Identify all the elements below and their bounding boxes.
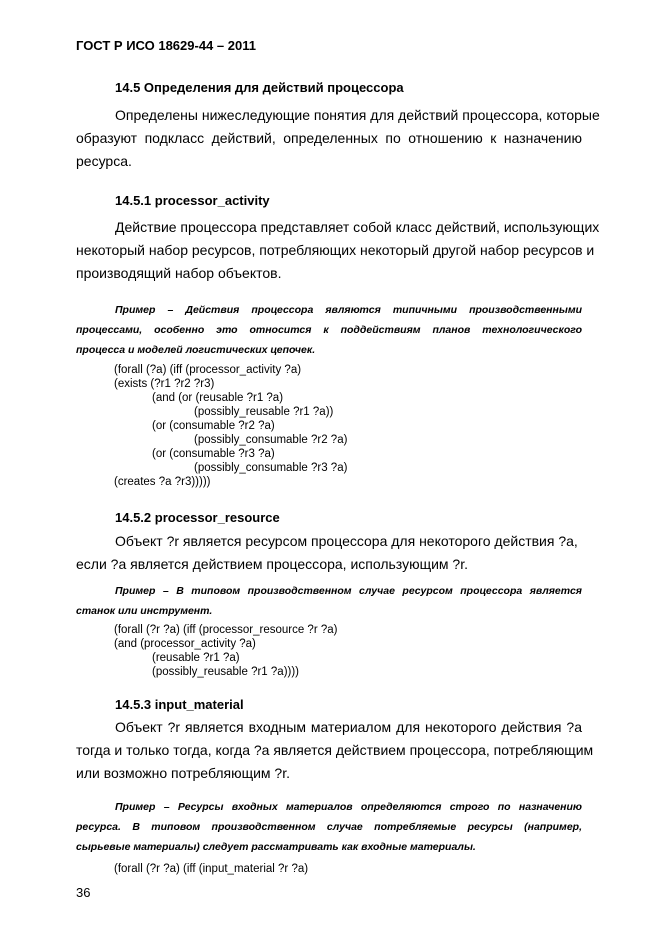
- code-line: (possibly_consumable ?r2 ?a): [194, 434, 348, 446]
- example-line: процессами, особенно это относится к поддействиям планов технологического: [76, 324, 582, 336]
- paragraph-line: Объект ?r является входным материалом для некоторого действия ?a: [115, 719, 582, 735]
- code-line: (or (consumable ?r3 ?a): [152, 448, 275, 460]
- section-14-5-3-paragraph: [76, 716, 594, 785]
- section-14-5-heading: 14.5 Определения для действий процессора: [115, 80, 404, 95]
- paragraph-line: Действие процессора представляет собой класс действий, использующих: [115, 219, 600, 235]
- example-line: Пример – Действия процессора являются типичными производственными: [115, 304, 582, 316]
- section-14-5-3-code: [114, 862, 308, 876]
- paragraph-line: Определены нижеследующие понятия для действий процессора, которые: [115, 107, 600, 123]
- document-header: ГОСТ Р ИСО 18629-44 – 2011: [76, 38, 256, 53]
- example-line: Пример – В типовом производственном случае ресурсом процессора является: [115, 585, 582, 597]
- code-line: (or (consumable ?r2 ?a): [152, 420, 275, 432]
- section-14-5-1-paragraph: [76, 216, 600, 285]
- code-line: (possibly_reusable ?r1 ?a)): [194, 406, 334, 418]
- section-14-5-2-code: [114, 623, 337, 679]
- paragraph-line: если ?a является действием процессора, использующим ?r.: [76, 556, 468, 572]
- paragraph-line: Объект ?r является ресурсом процессора для некоторого действия ?a,: [115, 533, 578, 549]
- example-line: станок или инструмент.: [76, 605, 213, 617]
- section-14-5-3-heading: 14.5.3 input_material: [115, 697, 244, 712]
- paragraph-line: ресурса.: [76, 153, 132, 169]
- section-14-5-1-example: [76, 300, 582, 360]
- example-line: процесса и моделей логистических цепочек.: [76, 344, 316, 356]
- code-line: (possibly_reusable ?r1 ?a)))): [152, 666, 300, 678]
- section-14-5-2-example: [76, 581, 582, 621]
- code-line: (forall (?r ?a) (iff (input_material ?r ?a): [114, 863, 309, 875]
- code-line: (forall (?a) (iff (processor_activity ?a): [114, 364, 302, 376]
- section-14-5-2-paragraph: [76, 530, 582, 576]
- section-14-5-2-heading: 14.5.2 processor_resource: [115, 510, 280, 525]
- section-14-5-3-example: [76, 797, 582, 857]
- section-14-5-1-code: [114, 363, 347, 489]
- code-line: (forall (?r ?a) (iff (processor_resource ?r ?a): [114, 624, 338, 636]
- code-line: (creates ?a ?r3))))): [114, 476, 211, 488]
- page-number: 36: [76, 885, 91, 900]
- section-14-5-1-heading: 14.5.1 processor_activity: [115, 193, 270, 208]
- code-line: (possibly_consumable ?r3 ?a): [194, 462, 348, 474]
- paragraph-line: некоторый набор ресурсов, потребляющих некоторый другой набор ресурсов и: [76, 242, 595, 258]
- code-line: (exists (?r1 ?r2 ?r3): [114, 378, 215, 390]
- paragraph-line: тогда и только тогда, когда ?a является действием процессора, потребляющим: [76, 742, 594, 758]
- example-line: ресурса. В типовом производственном случае потребляемые ресурсы (например,: [76, 821, 582, 833]
- paragraph-line: или возможно потребляющим ?r.: [76, 765, 290, 781]
- paragraph-line: образуют подкласс действий, определенных по отношению к назначению: [76, 130, 582, 146]
- code-line: (and (processor_activity ?a): [114, 638, 256, 650]
- example-line: Пример – Ресурсы входных материалов определяются строго по назначению: [115, 801, 582, 813]
- section-14-5-paragraph: [76, 104, 600, 173]
- paragraph-line: производящий набор объектов.: [76, 265, 282, 281]
- code-line: (reusable ?r1 ?a): [152, 652, 240, 664]
- code-line: (and (or (reusable ?r1 ?a): [152, 392, 284, 404]
- example-line: сырьевые материалы) следует рассматривать как входные материалы.: [76, 841, 476, 853]
